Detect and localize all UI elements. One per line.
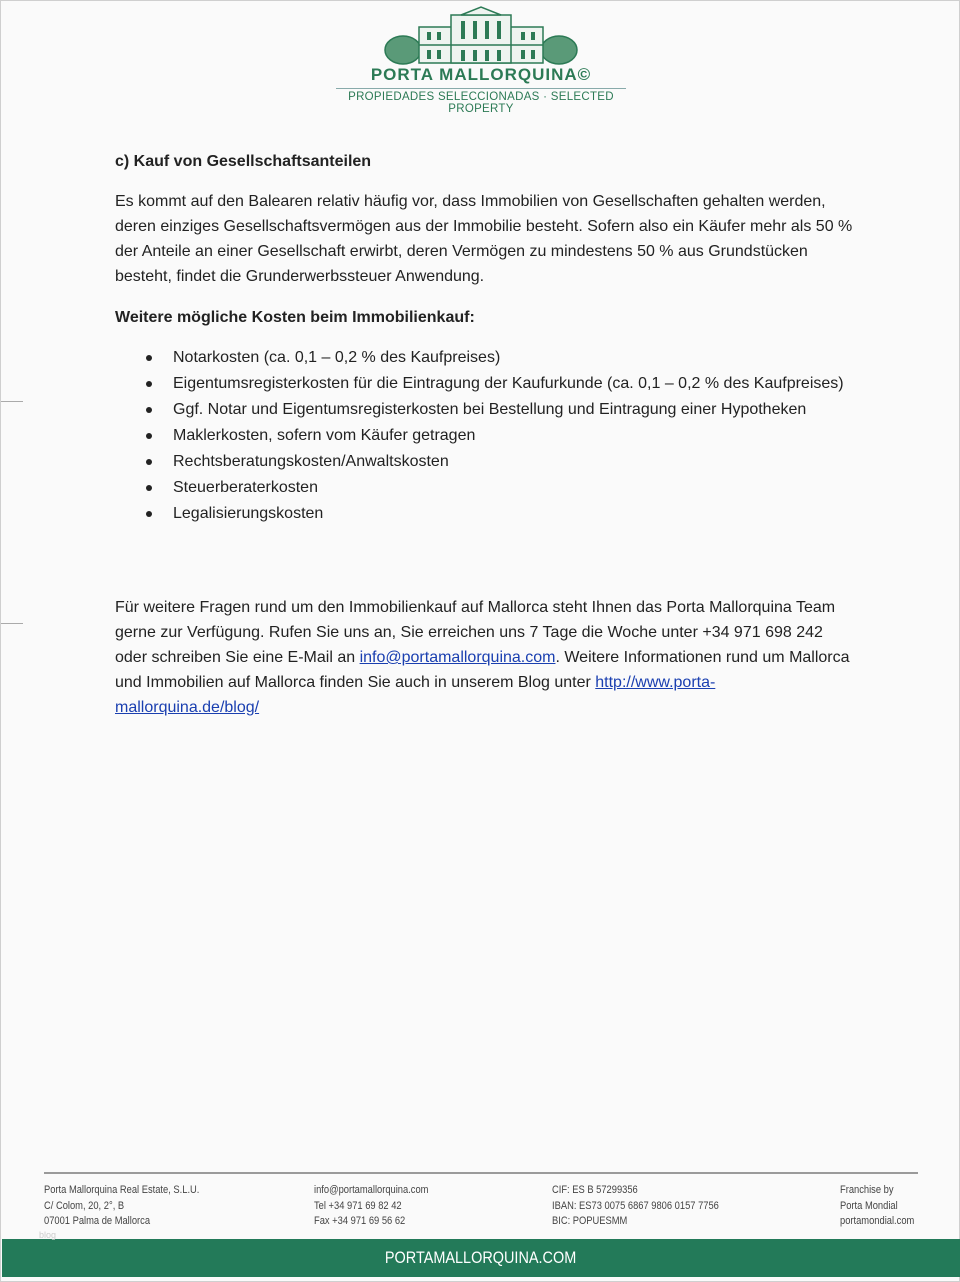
closing-text-2: . Weitere Informationen rund um Mallorca und Immobilien auf Mallorca finden Sie auch in unserem Blog unter bbox=[115, 649, 850, 691]
footer-address bbox=[44, 1183, 199, 1230]
website-label: PORTAMALLORQUINA.COM bbox=[385, 1248, 577, 1267]
brand-name: PORTA MALLORQUINA© bbox=[370, 65, 592, 84]
costs-list bbox=[115, 345, 855, 527]
margin-mark bbox=[1, 401, 23, 402]
costs-heading: Weitere mögliche Kosten beim Immobilienkauf: bbox=[115, 309, 475, 326]
villa-illustration-icon bbox=[381, 5, 581, 65]
footer-divider bbox=[44, 1172, 918, 1174]
footer-bank bbox=[552, 1183, 719, 1230]
blog-link[interactable]: http://www.porta-mallorquina.de/blog/ bbox=[115, 674, 716, 716]
footer-line: Franchise by bbox=[840, 1184, 894, 1196]
footer-line: CIF: ES B 57299356 bbox=[552, 1184, 638, 1196]
list-item: Notarkosten (ca. 0,1 – 0,2 % des Kaufpreises) bbox=[173, 345, 855, 371]
margin-mark bbox=[1, 623, 23, 624]
closing-paragraph bbox=[115, 595, 855, 720]
blog-label: blog bbox=[39, 1230, 57, 1240]
logo-divider bbox=[336, 88, 626, 89]
footer-line: portamondial.com bbox=[840, 1215, 915, 1227]
list-item: Legalisierungskosten bbox=[173, 501, 855, 527]
document-body bbox=[115, 149, 855, 736]
section-heading: c) Kauf von Gesellschaftsanteilen bbox=[115, 153, 372, 170]
footer-line: Porta Mondial bbox=[840, 1199, 898, 1212]
email-link[interactable]: info@portamallorquina.com bbox=[359, 649, 556, 666]
list-item: Ggf. Notar und Eigentumsregisterkosten bei Bestellung und Eintragung einer Hypotheken bbox=[173, 397, 855, 423]
footer-line: Porta Mallorquina Real Estate, S.L.U. bbox=[44, 1184, 200, 1196]
list-item: Rechtsberatungskosten/Anwaltskosten bbox=[173, 449, 855, 475]
footer-line: C/ Colom, 20, 2°, B bbox=[44, 1199, 125, 1212]
footer-franchise bbox=[840, 1183, 914, 1230]
footer-line: info@portamallorquina.com bbox=[314, 1184, 429, 1196]
footer-website-bar bbox=[2, 1239, 960, 1277]
footer-line: IBAN: ES73 0075 6867 9806 0157 7756 bbox=[552, 1199, 719, 1212]
list-item: Maklerkosten, sofern vom Käufer getragen bbox=[173, 423, 855, 449]
list-item: Steuerberaterkosten bbox=[173, 475, 855, 501]
brand-tagline: PROPIEDADES SELECCIONADAS · SELECTED PROPERTY bbox=[348, 91, 614, 115]
closing-text: Für weitere Fragen rund um den Immobilienkauf auf Mallorca steht Ihnen das Porta Mallorquina Team gerne zur Verfügung. Rufen Sie uns an, Sie erreichen uns 7 Tage die Woche unter +34 971 698 242 oder schreiben Sie eine E-Mail an bbox=[115, 599, 836, 666]
section-paragraph: Es kommt auf den Balearen relativ häufig vor, dass Immobilien von Gesellschaften gehalten werden, deren einziges Gesellschaftsvermögen aus der Immobilie besteht. Sofern also ein Käufer mehr als 50 % der Anteile an einer Gesellschaft erwirbt, deren Vermögen zu mindestens 50 % aus Grundstücken besteht, findet die Grunderwerbssteuer Anwendung. bbox=[115, 193, 853, 285]
footer-line: Fax +34 971 69 56 62 bbox=[314, 1215, 406, 1227]
list-item: Eigentumsregisterkosten für die Eintragung der Kaufurkunde (ca. 0,1 – 0,2 % des Kaufpreises) bbox=[173, 371, 855, 397]
footer-line: Tel +34 971 69 82 42 bbox=[314, 1199, 402, 1212]
footer-line: BIC: POPUESMM bbox=[552, 1215, 628, 1227]
footer-line: 07001 Palma de Mallorca bbox=[44, 1215, 151, 1227]
footer-contact bbox=[314, 1183, 428, 1230]
company-logo bbox=[336, 5, 626, 115]
